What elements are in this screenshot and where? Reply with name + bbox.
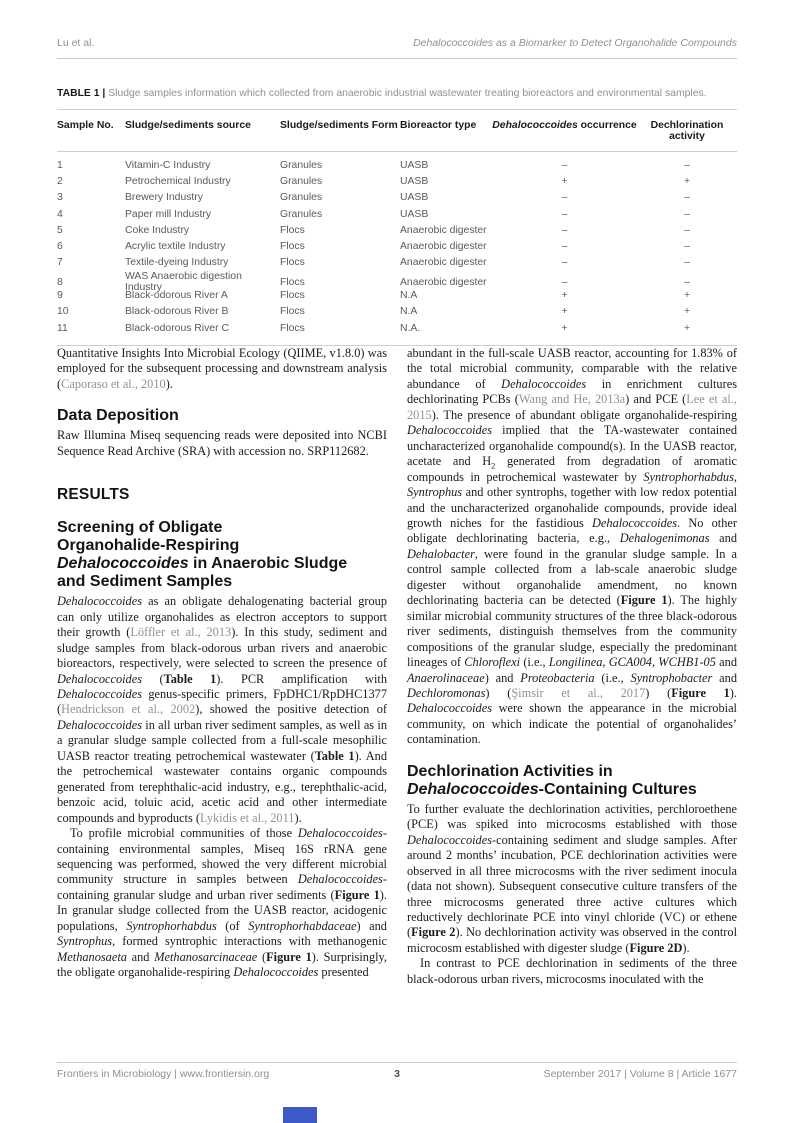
table-body bbox=[57, 152, 737, 345]
right-column bbox=[407, 346, 737, 1058]
paragraph: Dehalococcoides as an obligate dehalogenating bacterial group can only utilize organohalides as electron acceptors to support their growth (Löffler et al., 2013). In this study, sediment and sludge samples from black-odorous urban rivers and anaerobic bioreactors, respectively, were selected to screen the presence of Dehalococcoides (Table 1). PCR amplification with Dehalococcoides genus-specific primers, FpDHC1/RpDHC1377 (Hendrickson et al., 2002), showed the positive detection of Dehalococcoides in all urban river sediment samples, as well as in a granular sludge sample collected from a full-scale mesophilic UASB reactor treating petrochemical wastewater (Table 1). And the petrochemical wastewater contains organic compounds generated from terephthalic-acid industry, e.g., terephthalic-acid, benzoic acid, toluic acid, acetic acid and other intermediate compounds and byproducts (Lykidis et al., 2011). bbox=[57, 594, 388, 825]
taxon-name: Methanosarcinaceae bbox=[154, 949, 258, 964]
table-row bbox=[57, 320, 737, 336]
taxon-name: Dehalobacter bbox=[407, 546, 475, 561]
section-heading: RESULTS bbox=[57, 486, 130, 504]
footer-journal: Frontiers in Microbiology | www.frontiersin.org bbox=[57, 1068, 270, 1080]
table-column-header: Sludge/sediments Form bbox=[280, 120, 398, 131]
table-cell: N.A bbox=[400, 306, 418, 318]
table-cell: 5 bbox=[57, 224, 63, 236]
table-cell: WAS Anaerobic digestion Industry bbox=[125, 271, 242, 294]
cross-reference: Figure 1 bbox=[266, 949, 312, 964]
subsection-heading: Data Deposition bbox=[57, 407, 179, 425]
taxon-name: Dehalococcoides bbox=[57, 671, 143, 686]
table-cell: 11 bbox=[57, 322, 68, 334]
table-row bbox=[57, 206, 737, 222]
table-cell: Coke Industry bbox=[125, 224, 190, 236]
table-cell: N.A bbox=[400, 290, 418, 302]
table-cell: 1 bbox=[57, 159, 63, 171]
cross-reference: Figure 1 bbox=[620, 593, 668, 608]
body-columns bbox=[57, 346, 737, 1058]
table-cell: – bbox=[684, 241, 690, 253]
taxon-name: Syntrophus bbox=[57, 934, 113, 949]
table-cell: + bbox=[683, 175, 691, 187]
table-cell: Granules bbox=[280, 208, 323, 220]
table-cell: Flocs bbox=[280, 241, 305, 253]
paragraph: In contrast to PCE dechlorination in sediments of the three black-odorous urban rivers, microcosms inoculated with the bbox=[407, 956, 737, 986]
page-number: 3 bbox=[394, 1068, 400, 1080]
table-cell: UASB bbox=[400, 208, 429, 220]
table-row bbox=[57, 238, 737, 254]
paragraph: To profile microbial communities of those Dehalococcoides-containing environmental samples, Miseq 16S rRNA gene sequencing was performed, showed the very different microbial community structure in samples between Dehalococcoides-containing granular sludge and urban river sediments (Figure 1). In granular sludge collected from the UASB reactor, acidogenic populations, Syntrophorhabdus (of Syntrophorhabdaceae) and Syntrophus, formed syntrophic interactions with methanogenic Methanosaeta and Methanosarcinaceae (Figure 1). Surprisingly, the obligate organohalide-respiring Dehalococcoides presented bbox=[57, 826, 388, 980]
table-cell: Anaerobic digester bbox=[400, 257, 487, 269]
table-cell: Flocs bbox=[280, 257, 305, 269]
citation-text: Caporaso et al., 2010 bbox=[61, 376, 166, 391]
table-cell: 4 bbox=[57, 208, 63, 220]
table-cell: Granules bbox=[280, 159, 323, 171]
table-cell: 9 bbox=[57, 290, 63, 302]
table-cell: – bbox=[561, 276, 568, 288]
table-cell: – bbox=[684, 276, 690, 288]
taxon-name: Syntrophorhabdus bbox=[126, 918, 217, 933]
footer-rule bbox=[57, 1062, 737, 1063]
table-cell: UASB bbox=[400, 192, 429, 204]
taxon-name: Dehalococcoides bbox=[297, 826, 383, 841]
taxon-name: Dehalococcoides bbox=[592, 515, 678, 530]
table-cell: – bbox=[561, 224, 568, 236]
table-cell: + bbox=[683, 306, 691, 318]
taxon-name: GCA004 bbox=[608, 655, 652, 670]
taxon-name: Dechloromonas bbox=[407, 685, 486, 700]
cross-reference: Table 1 bbox=[163, 671, 217, 686]
table-cell: + bbox=[561, 175, 568, 187]
table-column-header: Dechlorination activity bbox=[650, 120, 724, 142]
table-cell: Flocs bbox=[280, 322, 305, 334]
taxon-name: Dehalococcoides bbox=[297, 872, 383, 887]
table-cell: Textile-dyeing Industry bbox=[125, 257, 229, 269]
table-row bbox=[57, 287, 737, 303]
cross-reference: Figure 2 bbox=[411, 925, 456, 940]
table-cell: Paper mill Industry bbox=[125, 208, 212, 220]
table-cell: Black-odorous River C bbox=[125, 322, 229, 334]
table-cell: – bbox=[684, 257, 690, 269]
taxon-name: Dehalococcoides bbox=[57, 594, 143, 609]
table-cell: Petrochemical Industry bbox=[125, 175, 231, 187]
table-cell: 10 bbox=[57, 306, 69, 318]
table-cell: Flocs bbox=[280, 276, 305, 288]
table-cell: 7 bbox=[57, 257, 63, 269]
table-cell: Granules bbox=[280, 175, 323, 187]
subsection-heading: Screening of Obligate Organohalide-Respiring Dehalococcoides in Anaerobic Sludge and Sediment Samples bbox=[57, 519, 348, 591]
taxon-name: Syntrophorhabdaceae bbox=[248, 918, 357, 933]
table-cell: UASB bbox=[400, 159, 429, 171]
paragraph: Raw Illumina Miseq sequencing reads were deposited into NCBI Sequence Read Archive (SRA) with accession no. SRP112682. bbox=[57, 428, 387, 458]
taxon-name: Dehalococcoides bbox=[492, 120, 578, 131]
cross-reference: TABLE 1 | bbox=[57, 88, 106, 99]
table-cell: + bbox=[561, 322, 568, 334]
table-row bbox=[57, 304, 737, 320]
taxon-name: Syntrophobacter bbox=[630, 670, 713, 685]
table-cell: Flocs bbox=[280, 224, 305, 236]
taxon-name: Anaerolinaceae bbox=[407, 670, 485, 685]
cross-reference: Figure 1 bbox=[334, 887, 380, 902]
citation-text: Hendrickson et al., 2002 bbox=[61, 702, 196, 717]
citation-text: Sludge samples information which collected from anaerobic industrial wastewater treating bioreactors and environmental samples. bbox=[105, 88, 707, 99]
citation-text: Lykidis et al., 2011 bbox=[199, 810, 295, 825]
table-cell: UASB bbox=[400, 175, 429, 187]
citation-text: Löffler et al., 2013 bbox=[130, 625, 232, 640]
taxon-name: Dehalococcoides bbox=[407, 832, 493, 847]
taxon-name: Longilinea bbox=[548, 655, 603, 670]
paragraph: abundant in the full-scale UASB reactor, accounting for 1.83% of the total microbial community, comparable with the relative abundance of Dehalococcoides in enrichment cultures dechlorinating PCBs (Wang and He, 2013a) and PCE (Lee et al., 2015). The presence of abundant obligate organohalide-respiring Dehalococcoides implied that the TA-wastewater contained uncharacterized organohalide compound(s). In the UASB reactor, acetate and $H_2$ generated from degradation of aromatic compounds in petrochemical wastewater by Syntrophorhabdus, Syntrophus and other syntrophs, together with low redox potential and the uncharacterized organohalide compounds, provide ideal growth niches for the fastidious Dehalococcoides. No other obligate dechlorinating bacteria, e.g., Dehalogenimonas and Dehalobacter, were found in the granular sludge sample. In a control sample collected from a lab-scale anaerobic sludge digester without organohalide amendment, no known dechlorinating bacteria can be detected (Figure 1). The highly similar microbial community structures of the three black-odorous river sediments, distinguish themselves from the community compositions of the granular sludge, especially the predominant lineages of Chloroflexi (i.e., Longilinea, GCA004, WCHB1-05 and Anaerolinaceae) and Proteobacteria (i.e., Syntrophobacter and Dechloromonas) (Şimsir et al., 2017) (Figure 1). Dehalococcoides were shown the appearance in the microbial community, on which indicate the potential of organohalides’ contamination. bbox=[407, 346, 737, 747]
cross-reference: Figure 1 bbox=[671, 685, 730, 700]
table-column-header: Sample No. bbox=[57, 120, 114, 131]
table-cell: Flocs bbox=[280, 306, 305, 318]
taxon-name: Methanosaeta bbox=[57, 949, 127, 964]
table-cell: Flocs bbox=[280, 290, 305, 302]
table-cell: + bbox=[683, 290, 691, 302]
running-head-title: Dehalococcoides as a Biomarker to Detect Organohalide Compounds bbox=[413, 37, 737, 49]
citation-text: Lee et al., 2015 bbox=[407, 392, 737, 422]
table-cell: 2 bbox=[57, 175, 63, 187]
table-grid bbox=[57, 109, 737, 346]
table-cell: – bbox=[561, 192, 568, 204]
table-cell: N.A. bbox=[400, 322, 421, 334]
table-cell: 8 bbox=[57, 276, 63, 288]
table-cell: – bbox=[561, 208, 568, 220]
table-header-row bbox=[57, 110, 737, 152]
table-column-header: Bioreactor type bbox=[400, 120, 477, 131]
table-column-header: Dehalococcoides occurrence bbox=[492, 120, 637, 131]
table-row bbox=[57, 190, 737, 206]
table-cell: – bbox=[684, 208, 690, 220]
left-column bbox=[57, 346, 387, 1058]
subsection-heading: Dechlorination Activities in Dehalococcoides-Containing Cultures bbox=[407, 762, 697, 798]
paragraph: To further evaluate the dechlorination activities, perchloroethene (PCE) was spiked into microcosms established with those Dehalococcoides-containing sediment and sludge samples. After around 2 months’ incubation, PCE dechlorination activities were observed in all three microcosms with the river sediment inocula (data not shown). Subsequent consecutive culture transfers of the three microcosms generated three active cultures which reductively dechlorinate PCE into vinyl chloride (VC) or ethene (Figure 2). No dechlorination activity was observed in the control microcosm established with digester sludge (Figure 2D). bbox=[407, 801, 737, 955]
taxon-name: WCHB1-05 bbox=[658, 655, 716, 670]
citation-text: Şimsir et al., 2017 bbox=[511, 685, 646, 700]
cross-reference: Table 1 bbox=[314, 748, 355, 763]
table-cell: Acrylic textile Industry bbox=[125, 241, 226, 253]
taxon-name: Dehalococcoides bbox=[57, 686, 143, 701]
table-cell: – bbox=[561, 257, 568, 269]
table-cell: 6 bbox=[57, 241, 63, 253]
table-1 bbox=[57, 87, 737, 346]
taxon-name: Dehalococcoides bbox=[407, 780, 539, 798]
table-column-header: Sludge/sediments source bbox=[125, 120, 251, 131]
paragraph: Quantitative Insights Into Microbial Ecology (QIIME, v1.8.0) was employed for the subsequent processing and downstream analysis (Caporaso et al., 2010). bbox=[57, 346, 387, 391]
table-row bbox=[57, 222, 737, 238]
table-row bbox=[57, 157, 737, 173]
table-cell: – bbox=[684, 192, 690, 204]
table-row bbox=[57, 271, 737, 294]
table-cell: Anaerobic digester bbox=[400, 224, 487, 236]
table-caption bbox=[57, 87, 737, 100]
taxon-name: Dehalococcoides bbox=[57, 555, 189, 573]
header-rule bbox=[57, 58, 737, 59]
table-cell: + bbox=[561, 290, 568, 302]
table-cell: Black-odorous River A bbox=[125, 290, 228, 302]
page-bottom-blue-mark bbox=[283, 1107, 317, 1123]
table-cell: 3 bbox=[57, 192, 63, 204]
taxon-name: Syntrophus bbox=[407, 485, 463, 500]
taxon-name: Dehalococcoides bbox=[57, 717, 143, 732]
running-head-authors: Lu et al. bbox=[57, 37, 95, 49]
taxon-name: Dehalococcoides bbox=[407, 701, 493, 716]
taxon-name: Dehalogenimonas bbox=[619, 531, 710, 546]
table-cell: Black-odorous River B bbox=[125, 306, 229, 318]
table-cell: Brewery Industry bbox=[125, 192, 203, 204]
table-cell: – bbox=[561, 241, 568, 253]
taxon-name: Dehalococcoides bbox=[233, 965, 319, 980]
citation-text: Wang and He, 2013a bbox=[518, 392, 626, 407]
taxon-name: Chloroflexi bbox=[464, 655, 521, 670]
cross-reference: Figure 2D bbox=[629, 940, 683, 955]
taxon-name: Proteobacteria bbox=[520, 670, 595, 685]
table-row bbox=[57, 255, 737, 271]
footer-issue: September 2017 | Volume 8 | Article 1677 bbox=[543, 1068, 737, 1080]
table-cell: + bbox=[683, 322, 691, 334]
table-row bbox=[57, 173, 737, 189]
taxon-name: Syntrophorhabdus bbox=[643, 469, 734, 484]
table-cell: – bbox=[684, 224, 690, 236]
table-cell: + bbox=[561, 306, 568, 318]
table-cell: Anaerobic digester bbox=[400, 276, 487, 288]
table-cell: Anaerobic digester bbox=[400, 241, 487, 253]
taxon-name: Dehalococcoides bbox=[501, 376, 587, 391]
taxon-name: Dehalococcoides bbox=[407, 423, 493, 438]
table-cell: Vitamin-C Industry bbox=[125, 159, 211, 171]
running-head bbox=[57, 37, 737, 49]
table-cell: – bbox=[684, 159, 690, 171]
table-cell: – bbox=[561, 159, 568, 171]
table-cell: Granules bbox=[280, 192, 323, 204]
